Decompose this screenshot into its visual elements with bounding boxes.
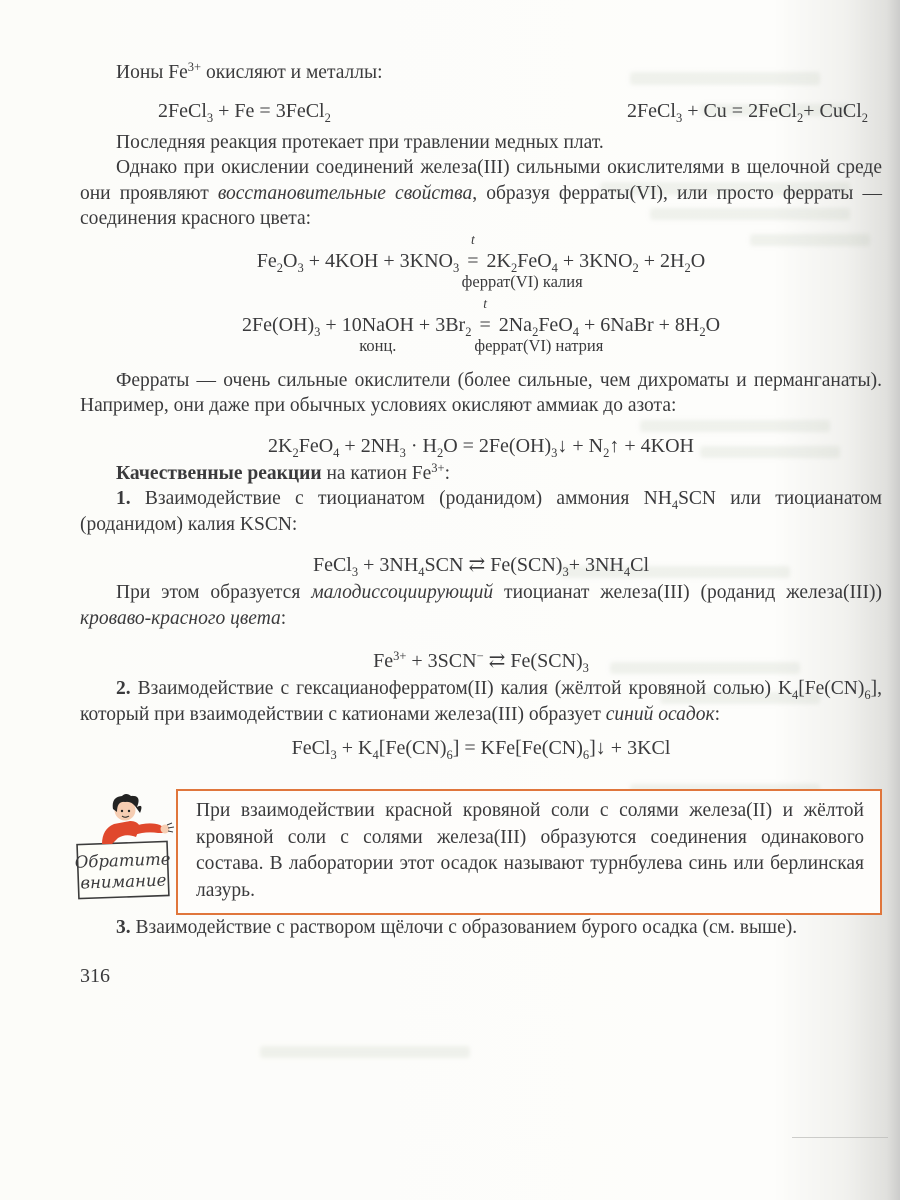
paragraph-etching: Последняя реакция протекает при травлении медных плат. bbox=[116, 131, 604, 153]
paragraph-item-3: 3. Взаимодействие с раствором щёлочи с образованием бурого осадка (см. выше). bbox=[116, 917, 798, 938]
equation-cu: 2FeCl$_3$ + Cu = 2FeCl$_2$+ CuCl$_2$ bbox=[627, 99, 868, 125]
mascot-sign-line1: Обратите bbox=[74, 849, 171, 872]
attention-mascot-icon bbox=[74, 789, 176, 908]
attention-callout bbox=[74, 789, 882, 915]
equation-ferrate-potassium: $Fe_2O_3 + 4KOH + 3KNO_3$ t = $2K_2FeO_4$ феррат(VI) калия + $3KNO_2 + 2H_2O$ bbox=[256, 231, 706, 291]
page-content bbox=[74, 60, 883, 988]
paragraph-item-1: 1. Взаимодействие с тиоцианатом (роданидом) аммония $NH_4SCN$ или тиоцианатом (роданидом) калия KSCN: bbox=[80, 488, 883, 535]
paragraph-blood-red: При этом образуется малодиссоциирующий тиоцианат железа(III) (роданид железа(III)) кроваво-красного цвета: bbox=[80, 582, 882, 629]
paragraph-however: Однако при окислении соединений железа(III) сильными окислителями в щелочной среде они проявляют восстановительные свойства, образуя ферраты(VI), или просто ферраты — соединения красного цвета: bbox=[80, 157, 882, 229]
equation-ammonia-oxidation: $2K_2FeO_4 + 2NH_3 \cdot H_2O$ = $2Fe(OH)_3↓$ + $N_2↑ + 4KOH$ bbox=[268, 434, 694, 460]
equation-term-label: феррат(VI) калия bbox=[461, 271, 583, 291]
page-number: 316 bbox=[80, 964, 110, 987]
equation-thiocyanate: FeCl$_3$ + $3NH_4SCN$ ⇄ $Fe(SCN)_3+ 3NH_4Cl$ bbox=[312, 554, 650, 579]
heading-qualitative-reactions: Качественные реакции на катион $Fe^{3+}$: bbox=[116, 460, 451, 484]
equation-term-label: конц. bbox=[359, 335, 397, 355]
paragraph-intro: Ионы $Fe^{3+}$ окисляют и металлы: bbox=[116, 60, 383, 83]
paragraph-ferrates: Ферраты — очень сильные окислители (более сильные, чем дихроматы и перманганаты). Например, они даже при обычных условиях окисляют аммиак до азота: bbox=[80, 369, 882, 416]
callout-box bbox=[176, 789, 882, 915]
callout-text: При взаимодействии красной кровяной соли с солями железа(II) и жёлтой кровяной соли с солями железа(III) образуются соединения одинакового состава. В лаборатории этот осадок называют турнбулева синь или берлинская лазурь. bbox=[196, 800, 864, 901]
equation-term-label: феррат(VI) натрия bbox=[474, 335, 604, 355]
equation-prussian-blue: FeCl$_3$ + $K_4[Fe(CN)_6]$ = $KFe[Fe(CN)_6]↓ + 3KCl$ bbox=[291, 737, 671, 762]
scan-artifact-line bbox=[792, 1137, 888, 1138]
equation-ferrate-sodium: $2Fe(OH)_3$ + 10NaOH конц. + $3Br_2$ t = $2Na_2FeO_4$ феррат(VI) натрия + 6NaBr + $8H_2O$ bbox=[241, 295, 721, 355]
mascot-figure bbox=[102, 794, 174, 844]
equation-fe: 2FeCl$_3$ + Fe = 3FeCl$_2$ bbox=[158, 99, 331, 125]
paragraph-item-2: 2. Взаимодействие с гексацианоферратом(II) калия (жёлтой кровяной солью) $K_4[Fe(CN)_6]$, который при взаимодействии с катионами железа(III) образует синий осадок: bbox=[80, 678, 882, 725]
mascot-sign-line2: внимание bbox=[80, 870, 167, 893]
equation-ionic: $Fe^{3+} + 3SCN^-$ ⇄ $Fe(SCN)_3$ bbox=[373, 649, 589, 675]
equation-row bbox=[80, 96, 882, 130]
